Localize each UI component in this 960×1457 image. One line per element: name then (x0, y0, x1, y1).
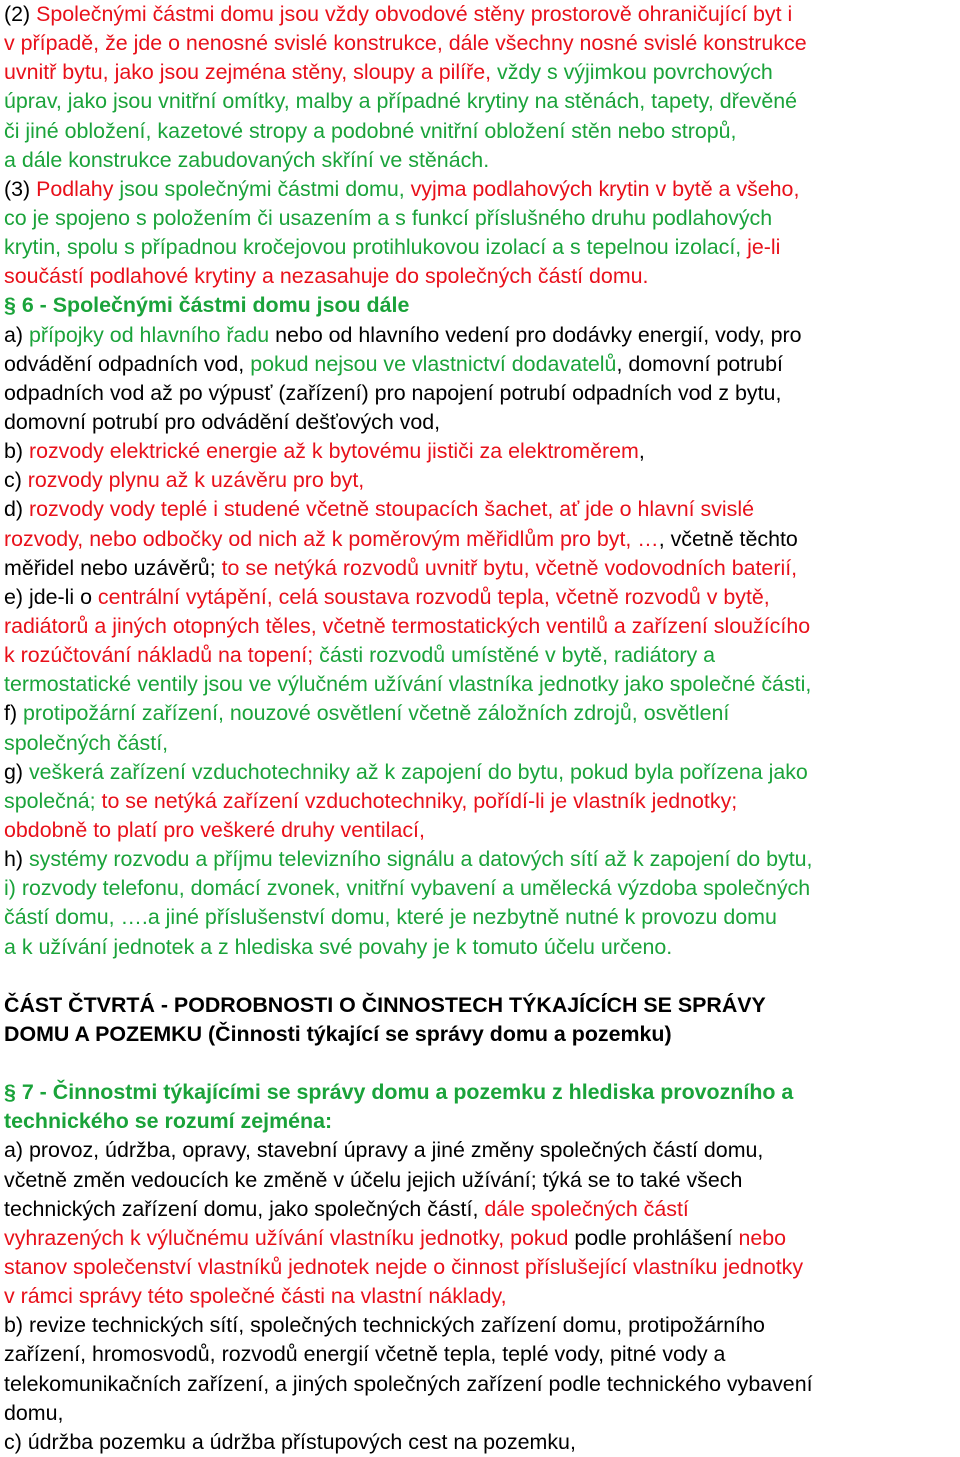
text-segment: c) údržba pozemku a údržba přístupových cest na pozemku, (4, 1429, 576, 1454)
text-line (4, 466, 956, 495)
text-line (4, 350, 956, 379)
text-line (4, 1399, 956, 1428)
text-line (4, 670, 956, 699)
text-segment: v rámci správy této společné části na vlastní náklady, (4, 1284, 507, 1309)
text-segment: systémy rozvodu a příjmu televizního signálu a datových sítí až k zapojení do bytu, (28, 847, 813, 872)
heading-line (4, 291, 956, 320)
text-segment: a k užívání jednotek a z hlediska své povahy je k tomuto účelu určeno. (4, 934, 673, 959)
text-segment: vždy s výjimkou povrchových (497, 60, 773, 85)
text-segment: termostatické ventily jsou ve výlučném užívání vlastníka jednotky jako společné části, (4, 672, 812, 697)
text-segment: uvnitř bytu, jako jsou zejména stěny, sloupy a pilíře, (4, 60, 498, 85)
text-line (4, 0, 956, 29)
text-segment: domu, (4, 1400, 64, 1425)
text-segment: to se netýká zařízení vzduchotechniky, pořídí-li je vlastník jednotky; (101, 788, 738, 813)
text-line (4, 729, 956, 758)
text-line (4, 583, 956, 612)
text-segment: § 7 - Činnostmi týkajícími se správy domu a pozemku z hlediska provozního a (4, 1080, 794, 1105)
text-segment: včetně změn vedoucích ke změně v účelu jejich užívání; týká se to také všech (4, 1167, 743, 1192)
text-line (4, 1340, 956, 1369)
text-segment: a dále konstrukce zabudovaných skříní ve stěnách. (4, 147, 490, 172)
text-line (4, 117, 956, 146)
heading-line (4, 991, 956, 1020)
text-line (4, 87, 956, 116)
text-segment: , (638, 439, 645, 464)
text-segment: technického se rozumí zejména: (4, 1109, 333, 1134)
text-segment: měřidel nebo uzávěrů; (4, 555, 222, 580)
text-segment: společná; (4, 788, 102, 813)
text-line (4, 437, 956, 466)
text-line (4, 321, 956, 350)
text-line (4, 1253, 956, 1282)
text-segment: b) (4, 439, 29, 464)
text-line (4, 525, 956, 554)
text-segment: rozvody, nebo odbočky od nich až k poměrovým měřidlům pro byt, … (4, 526, 659, 551)
text-segment: je-li (747, 235, 781, 260)
text-line (4, 1311, 956, 1340)
text-segment: radiátorů a jiných otopných těles, včetně termostatických ventilů a zařízení sloužícího (4, 613, 811, 638)
text-segment: odvádění odpadních vod, (4, 351, 251, 376)
text-line (4, 58, 956, 87)
text-segment: stanov společenství vlastníků jednotek nejde o činnost příslušející vlastníku jednotky (4, 1255, 804, 1280)
text-segment: b) revize technických sítí, společných technických zařízení domu, protipožárního (4, 1313, 765, 1338)
text-segment: g) (4, 759, 29, 784)
heading-line (4, 1107, 956, 1136)
text-segment: odpadních vod až po výpusť (zařízení) pro napojení potrubí odpadních vod z bytu, (4, 380, 782, 405)
blank-line (4, 962, 956, 991)
text-line (4, 1428, 956, 1457)
text-segment: , domovní potrubí (616, 351, 783, 376)
text-segment: přípojky od hlavního řadu (28, 322, 276, 347)
text-segment: ČÁST ČTVRTÁ - PODROBNOSTI O ČINNOSTECH TÝKAJÍCÍCH SE SPRÁVY (4, 992, 766, 1017)
text-segment: úprav, jako jsou vnitřní omítky, malby a případné krytiny na stěnách, tapety, dřevěné (4, 89, 798, 114)
text-segment: d) (4, 497, 29, 522)
text-segment: telekomunikačních zařízení, a jiných společných zařízení podle technického vybavení (4, 1371, 813, 1396)
text-segment: c) (4, 468, 28, 493)
text-segment: či jiné obložení, kazetové stropy a podobné vnitřní obložení stěn nebo stropů, (4, 118, 737, 143)
text-segment: veškerá zařízení vzduchotechniky až k zapojení do bytu, pokud byla pořízena jako (28, 759, 808, 784)
text-segment: nebo od hlavního vedení pro dodávky energií, vody, pro (275, 322, 802, 347)
text-segment: podle prohlášení (574, 1225, 739, 1250)
text-line (4, 699, 956, 728)
text-segment: k rozúčtování nákladů na topení; (4, 643, 320, 668)
text-segment: a) (4, 322, 29, 347)
text-segment: technických zařízení domu, jako společných částí, (4, 1196, 485, 1221)
text-line (4, 903, 956, 932)
text-line (4, 1370, 956, 1399)
text-segment: vyjma podlahových krytin v bytě a všeho, (410, 176, 800, 201)
heading-line (4, 1078, 956, 1107)
text-line (4, 612, 956, 641)
text-segment: DOMU A POZEMKU (Činnosti týkající se správy domu a pozemku) (4, 1021, 672, 1046)
text-segment: jsou společnými částmi domu, (119, 176, 411, 201)
text-segment: rozvody vody teplé i studené včetně stoupacích šachet, ať jde o hlavní svislé (28, 497, 754, 522)
text-line (4, 1136, 956, 1165)
text-segment: krytin, spolu s případnou kročejovou protihlukovou izolací a s tepelnou izolací, (4, 235, 748, 260)
text-segment: (2) (4, 2, 37, 26)
text-segment: protipožární zařízení, nouzové osvětlení včetně záložních zdrojů, osvětlení (23, 701, 730, 726)
text-line (4, 787, 956, 816)
text-line (4, 758, 956, 787)
text-segment: centrální vytápění, celá soustava rozvodů tepla, včetně rozvodů v bytě, (97, 584, 770, 609)
text-line (4, 874, 956, 903)
text-line (4, 29, 956, 58)
text-segment: co je spojeno s položením či usazením a s funkcí příslušného druhu podlahových (4, 205, 773, 230)
text-line (4, 1282, 956, 1311)
text-line (4, 146, 956, 175)
blank-line (4, 1049, 956, 1078)
text-segment: § 6 - Společnými částmi domu jsou dále (4, 293, 410, 318)
text-line (4, 641, 956, 670)
text-segment: a) provoz, údržba, opravy, stavební úpravy a jiné změny společných částí domu, (4, 1138, 764, 1163)
text-segment: zařízení, hromosvodů, rozvodů energií včetně tepla, teplé vody, pitné vody a (4, 1342, 726, 1367)
text-segment: , včetně těchto (658, 526, 798, 551)
text-line (4, 262, 956, 291)
text-segment: součástí podlahové krytiny a nezasahuje do společných částí domu. (4, 264, 649, 289)
text-segment: částí domu, ….a jiné příslušenství domu, které je nezbytně nutné k provozu domu (4, 905, 777, 930)
text-line (4, 204, 956, 233)
text-line (4, 379, 956, 408)
text-segment: (3) (4, 176, 37, 201)
text-segment: Podlahy (36, 176, 120, 201)
text-segment: rozvody elektrické energie až k bytovému jističi za elektroměrem (28, 439, 639, 464)
text-line (4, 495, 956, 524)
text-segment: Společnými částmi domu jsou vždy obvodové stěny prostorově ohraničující byt i (36, 2, 793, 26)
text-line (4, 175, 956, 204)
text-segment: rozvody plynu až k uzávěru pro byt, (27, 468, 365, 493)
text-segment: části rozvodů umístěné v bytě, radiátory a (319, 643, 716, 668)
text-segment: h) (4, 847, 29, 872)
text-line (4, 1195, 956, 1224)
text-line (4, 1166, 956, 1195)
text-line (4, 845, 956, 874)
text-segment: nebo (738, 1225, 787, 1250)
text-segment: to se netýká rozvodů uvnitř bytu, včetně vodovodních baterií, (221, 555, 798, 580)
text-line (4, 816, 956, 845)
text-segment: obdobně to platí pro veškeré druhy ventilací, (4, 817, 425, 842)
text-line (4, 1224, 956, 1253)
text-segment: f) (4, 701, 24, 726)
text-line (4, 933, 956, 962)
text-line (4, 408, 956, 437)
text-segment: dále společných částí (484, 1196, 689, 1221)
text-segment: e) jde-li o (4, 584, 98, 609)
text-segment: společných částí, (4, 730, 169, 755)
text-segment: pokud nejsou ve vlastnictví dodavatelů (250, 351, 617, 376)
text-line (4, 554, 956, 583)
text-line (4, 233, 956, 262)
text-segment: vyhrazených k výlučnému užívání vlastníku jednotky, pokud (4, 1225, 575, 1250)
text-segment: v případě, že jde o nenosné svislé konstrukce, dále všechny nosné svislé konstrukce (4, 31, 807, 56)
heading-line (4, 1020, 956, 1049)
text-segment: i) rozvody telefonu, domácí zvonek, vnitřní vybavení a umělecká výzdoba společných (4, 876, 811, 901)
text-segment: domovní potrubí pro odvádění dešťových vod, (4, 409, 441, 434)
